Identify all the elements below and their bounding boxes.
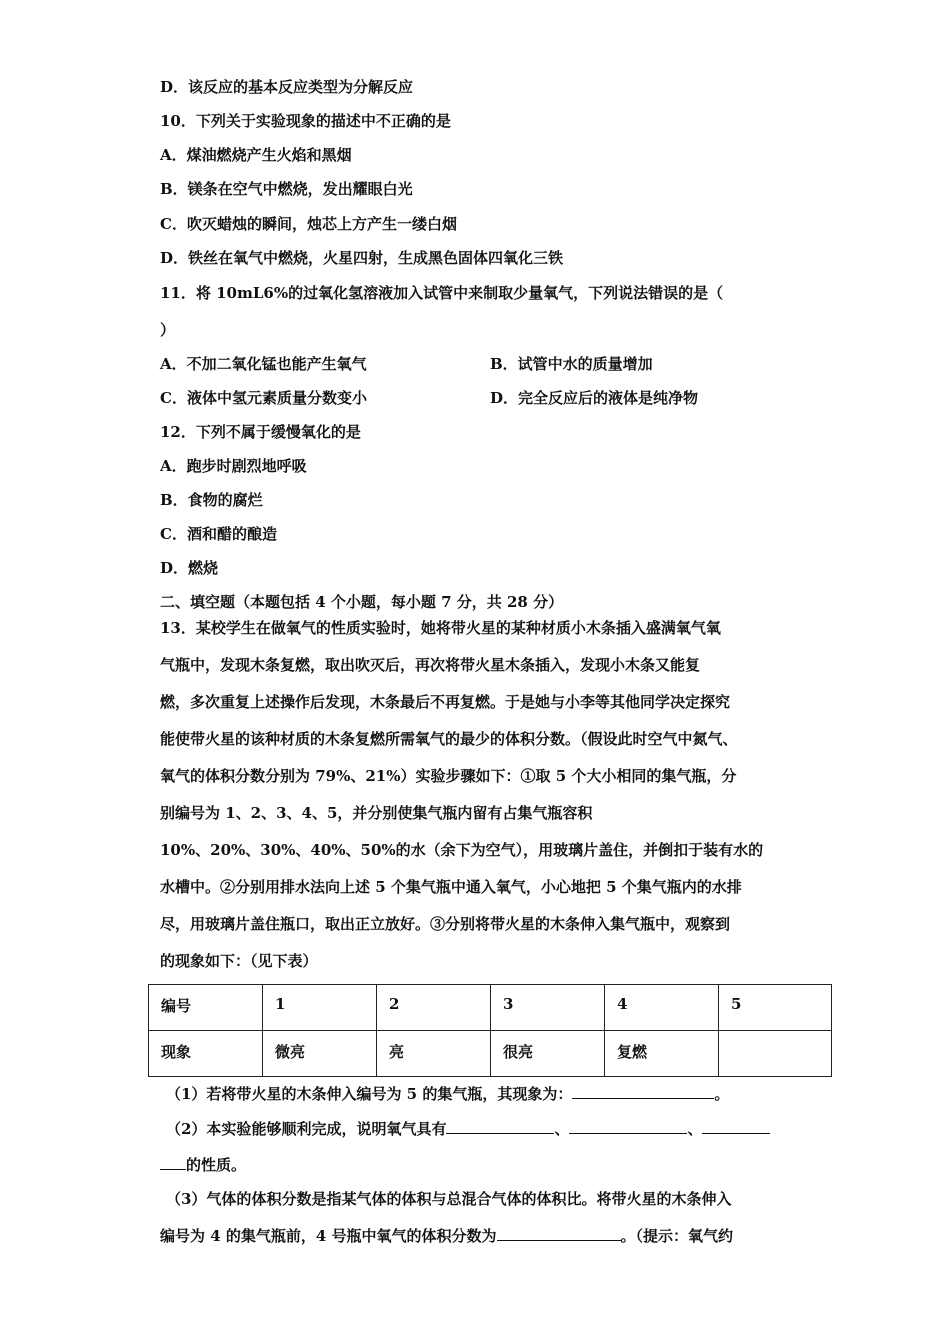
answer-blank[interactable] bbox=[572, 1084, 714, 1099]
answer-blank[interactable] bbox=[569, 1119, 687, 1134]
q10-option-b: B．镁条在空气中燃烧，发出耀眼白光 bbox=[160, 180, 413, 198]
q13-line-6: 别编号为 1、2、3、4、5，并分别使集气瓶内留有占集气瓶容积 bbox=[160, 804, 593, 822]
q12-option-a: A．跑步时剧烈地呼吸 bbox=[160, 457, 307, 475]
q13-line-7: 10%、20%、30%、40%、50%的水（余下为空气），用玻璃片盖住，并倒扣于装有水的 bbox=[160, 841, 764, 859]
q10-option-d: D．铁丝在氧气中燃烧，火星四射，生成黑色固体四氧化三铁 bbox=[160, 249, 564, 267]
section-heading: 二、填空题（本题包括 4 个小题，每小题 7 分，共 28 分） bbox=[160, 593, 564, 611]
q12-option-d: D．燃烧 bbox=[160, 559, 219, 577]
table-cell: 复燃 bbox=[605, 1031, 719, 1077]
table-cell: 编号 bbox=[149, 985, 263, 1031]
q11-stem: 11．将 10mL6%的过氧化氢溶液加入试管中来制取少量氧气，下列说法错误的是（ bbox=[160, 284, 724, 302]
q13-line-8: 水槽中。②分别用排水法向上述 5 个集气瓶中通入氧气，小心地把 5 个集气瓶内的水排 bbox=[160, 878, 742, 896]
q10-option-c: C．吹灭蜡烛的瞬间，烛芯上方产生一缕白烟 bbox=[160, 215, 457, 233]
q12-option-c: C．酒和醋的酿造 bbox=[160, 525, 277, 543]
table-row bbox=[149, 985, 832, 1031]
q11-option-b: B．试管中水的质量增加 bbox=[490, 355, 653, 373]
q11-option-d: D．完全反应后的液体是纯净物 bbox=[490, 389, 699, 407]
answer-blank[interactable] bbox=[160, 1155, 186, 1170]
q13-sub2 bbox=[166, 1119, 770, 1139]
q13-sub2-cont bbox=[160, 1155, 246, 1175]
table-cell: 5 bbox=[719, 985, 832, 1031]
table-row bbox=[149, 1031, 832, 1077]
q11-option-a: A．不加二氧化锰也能产生氧气 bbox=[160, 355, 367, 373]
q13-sub2-text: （2）本实验能够顺利完成，说明氧气具有 bbox=[166, 1120, 447, 1138]
q13-line-3: 燃，多次重复上述操作后发现，木条最后不再复燃。于是她与小李等其他同学决定探究 bbox=[160, 693, 731, 711]
table-cell: 亮 bbox=[377, 1031, 491, 1077]
table-cell: 1 bbox=[263, 985, 377, 1031]
observation-table bbox=[148, 984, 832, 1077]
table-cell: 微亮 bbox=[263, 1031, 377, 1077]
table-cell: 很亮 bbox=[491, 1031, 605, 1077]
q13-sub1-text: （1）若将带火星的木条伸入编号为 5 的集气瓶，其现象为： bbox=[166, 1085, 573, 1103]
q9-option-d: D．该反应的基本反应类型为分解反应 bbox=[160, 78, 414, 96]
q13-sub3-end: 。（提示：氧气约 bbox=[620, 1227, 734, 1245]
q12-option-b: B．食物的腐烂 bbox=[160, 491, 263, 509]
q11-stem-end: ） bbox=[160, 321, 176, 339]
q13-sub1-end: 。 bbox=[714, 1085, 730, 1103]
table-cell: 2 bbox=[377, 985, 491, 1031]
table-cell bbox=[719, 1031, 832, 1077]
q13-sub2-sep: 、 bbox=[554, 1120, 570, 1138]
q13-sub3-text: 编号为 4 的集气瓶前，4 号瓶中氧气的体积分数为 bbox=[160, 1227, 497, 1245]
q13-sub2-end: 的性质。 bbox=[186, 1156, 247, 1174]
answer-blank[interactable] bbox=[702, 1119, 770, 1134]
q10-option-a: A．煤油燃烧产生火焰和黑烟 bbox=[160, 146, 352, 164]
q13-line-10: 的现象如下：（见下表） bbox=[160, 952, 318, 970]
q13-sub1 bbox=[166, 1084, 729, 1104]
q13-sub3-line2 bbox=[160, 1226, 733, 1246]
q11-option-c: C．液体中氢元素质量分数变小 bbox=[160, 389, 367, 407]
q13-sub3-line1: （3）气体的体积分数是指某气体的体积与总混合气体的体积比。将带火星的木条伸入 bbox=[166, 1190, 732, 1208]
q13-line-5: 氧气的体积分数分别为 79%、21%）实验步骤如下：①取 5 个大小相同的集气瓶，分 bbox=[160, 767, 737, 785]
table-cell: 现象 bbox=[149, 1031, 263, 1077]
q13-sub2-sep: 、 bbox=[687, 1120, 703, 1138]
q10-stem: 10．下列关于实验现象的描述中不正确的是 bbox=[160, 112, 451, 130]
answer-blank[interactable] bbox=[497, 1226, 621, 1241]
table-cell: 4 bbox=[605, 985, 719, 1031]
q12-stem: 12．下列不属于缓慢氧化的是 bbox=[160, 423, 361, 441]
q13-line-4: 能使带火星的该种材质的木条复燃所需氧气的最少的体积分数。（假设此时空气中氮气、 bbox=[160, 730, 738, 748]
q13-line-9: 尽，用玻璃片盖住瓶口，取出正立放好。③分别将带火星的木条伸入集气瓶中，观察到 bbox=[160, 915, 731, 933]
q13-line-1: 13．某校学生在做氧气的性质实验时，她将带火星的某种材质小木条插入盛满氧气氧 bbox=[160, 619, 721, 637]
answer-blank[interactable] bbox=[446, 1119, 554, 1134]
q13-line-2: 气瓶中，发现木条复燃，取出吹灭后，再次将带火星木条插入，发现小木条又能复 bbox=[160, 656, 701, 674]
table-cell: 3 bbox=[491, 985, 605, 1031]
